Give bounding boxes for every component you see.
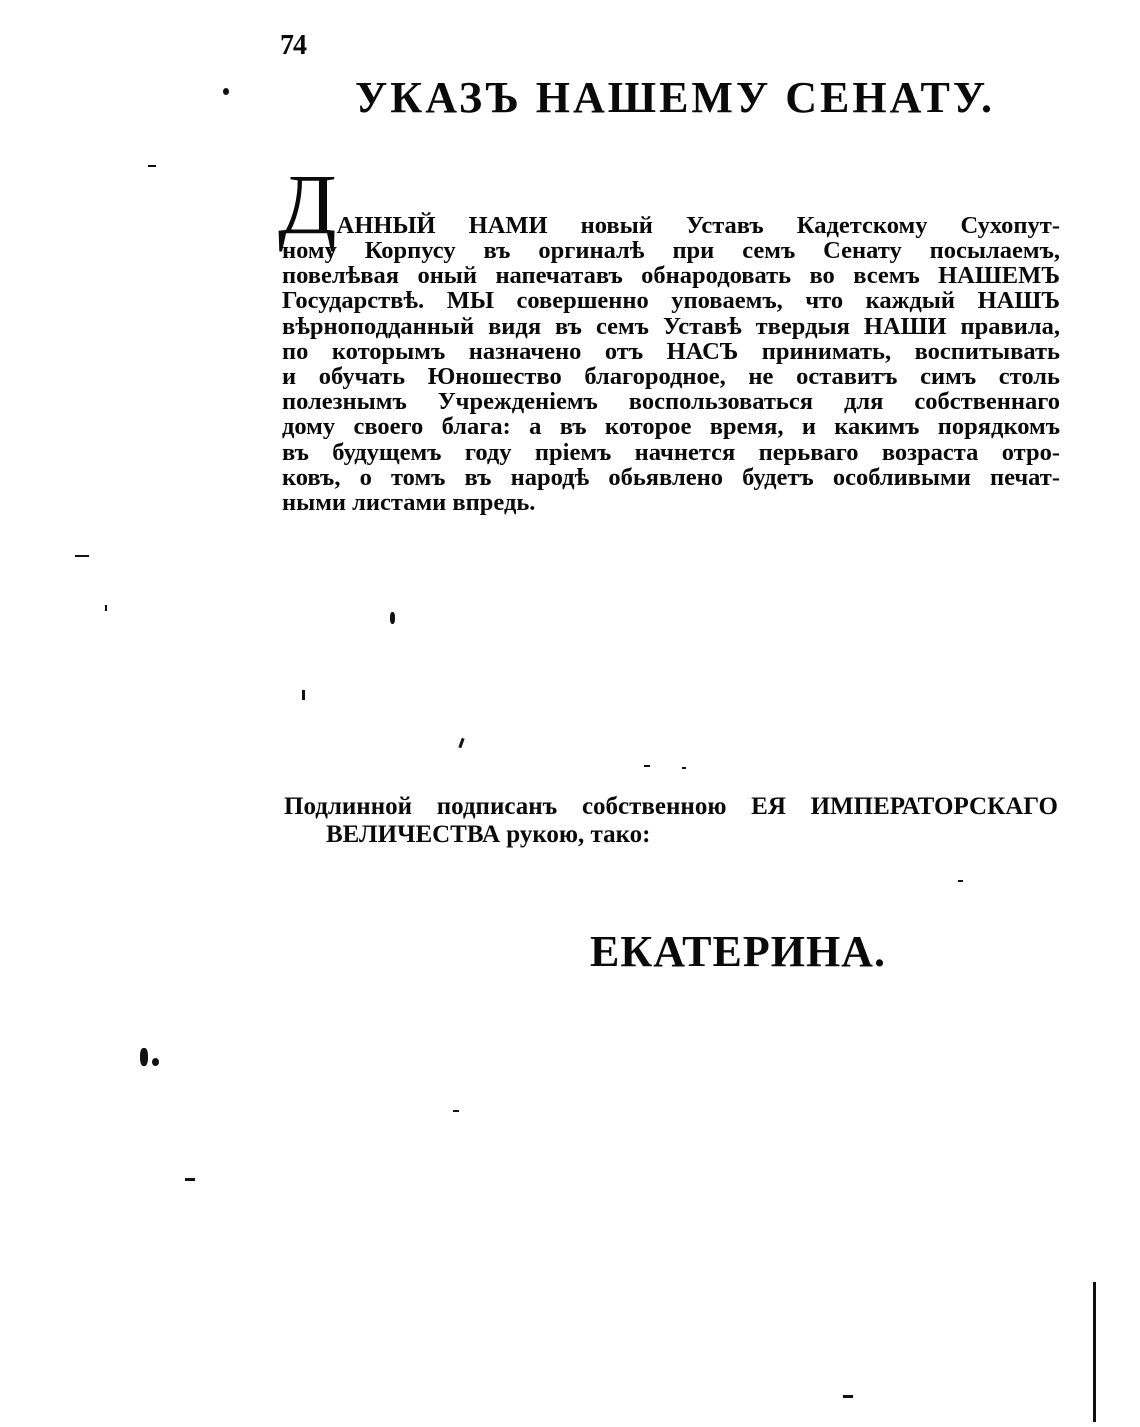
page-number: 74 bbox=[280, 30, 306, 61]
signature-note bbox=[284, 793, 1058, 849]
scan-speck bbox=[105, 605, 107, 611]
decree-line: и обучать Юношество благородное, не оставитъ симъ столь bbox=[282, 363, 1060, 391]
scan-speck bbox=[458, 738, 464, 748]
scan-speck bbox=[302, 690, 305, 700]
scan-speck bbox=[390, 612, 395, 624]
decree-line: по которымъ назначено отъ НАСЪ принимать, воспитывать bbox=[282, 337, 1060, 365]
decree-line: дому своего блага: а въ которое время, и какимъ порядкомъ bbox=[282, 413, 1060, 441]
scan-speck bbox=[453, 1110, 459, 1112]
scan-speck bbox=[958, 880, 963, 882]
scan-speck bbox=[843, 1395, 853, 1398]
scan-speck bbox=[185, 1178, 195, 1181]
drop-cap: Д bbox=[278, 156, 337, 252]
scan-speck bbox=[75, 555, 89, 557]
decree-line: ковъ, о томъ въ народѣ обьявлено будетъ особливыми печат- bbox=[282, 463, 1060, 491]
decree-line: вѣрноподданный видя въ семъ Уставѣ твердыя НАШИ правила, bbox=[282, 312, 1060, 340]
signature: ЕКАТЕРИНА. bbox=[590, 927, 886, 976]
decree-line: Государствѣ. МЫ совершенно уповаемъ, что каждый НАШЪ bbox=[282, 287, 1060, 315]
decree-body bbox=[278, 156, 1060, 517]
signature-note-line: ВЕЛИЧЕСТВА рукою, тако: bbox=[326, 821, 651, 848]
scan-speck bbox=[223, 88, 229, 95]
decree-line: ному Корпусу въ оргиналѣ при семъ Сенату посылаемъ, bbox=[282, 237, 1060, 264]
decree-line: полезнымъ Учрежденіемъ воспользоваться для собственнаго bbox=[282, 388, 1060, 416]
signature-note-line: Подлинной подписанъ собственною ЕЯ ИМПЕРАТОРСКАГО bbox=[284, 793, 1058, 820]
scan-speck bbox=[152, 1058, 159, 1066]
scan-speck bbox=[140, 1048, 148, 1066]
scan-speck bbox=[148, 165, 156, 167]
decree-line: повелѣвая оный напечатавъ обнародовать во всемъ НАШЕМЪ bbox=[282, 262, 1060, 290]
scan-speck bbox=[682, 767, 686, 769]
decree-line: АННЫЙ НАМИ новый Уставъ Кадетскому Сухопут- bbox=[336, 212, 1060, 239]
decree-last-line: ными листами впредь. bbox=[282, 489, 536, 517]
decree-line: въ будущемъ году пріемъ начнется перьваго возраста отро- bbox=[282, 438, 1060, 466]
scan-speck bbox=[644, 765, 650, 767]
scan-speck bbox=[1093, 1282, 1096, 1422]
page-title: УКАЗЪ НАШЕМУ СЕНАТУ. bbox=[355, 73, 995, 122]
